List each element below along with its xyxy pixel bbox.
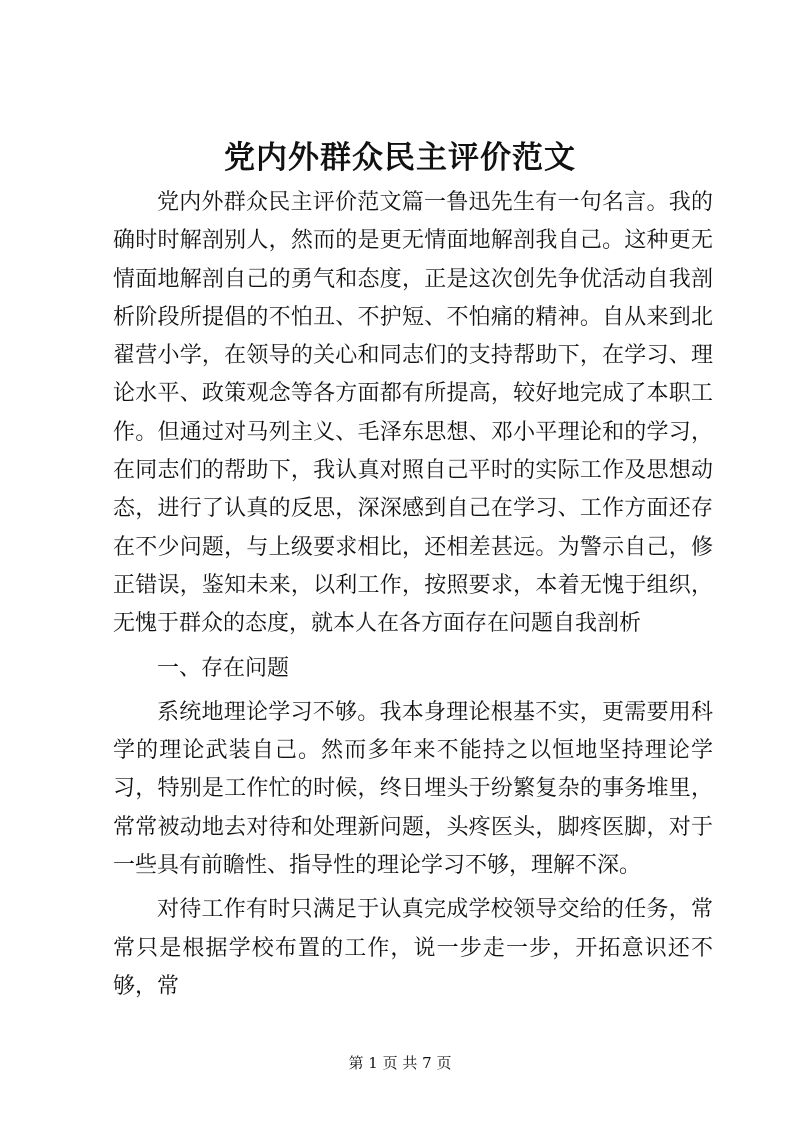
section-heading-problems: 一、存在问题 — [157, 655, 290, 681]
document-body — [113, 184, 713, 1006]
page-number-footer: 第 1 页 共 7 页 — [348, 1054, 452, 1072]
paragraph-work-attitude: 对待工作有时只满足于认真完成学校领导交给的任务，常常只是根据学校布置的工作，说一步走一步，开拓意识还不够，常 — [113, 897, 713, 999]
document-title: 党内外群众民主评价范文 — [224, 140, 576, 176]
paragraph-intro: 党内外群众民主评价范文篇一鲁迅先生有一句名言。我的确时时解剖别人，然而的是更无情面地解剖我自己。这种更无情面地解剖自己的勇气和态度，正是这次创先争优活动自我剖析阶段所提倡的不怕丑、不护短、不怕痛的精神。自从来到北翟营小学，在领导的关心和同志们的支持帮助下，在学习、理论水平、政策观念等各方面都有所提高，较好地完成了本职工作。但通过对马列主义、毛泽东思想、邓小平理论和的学习，在同志们的帮助下，我认真对照自己平时的实际工作及思想动态，进行了认真的反思，深深感到自己在学习、工作方面还存在不少问题，与上级要求相比，还相差甚远。为警示自己，修正错误，鉴知未来，以利工作，按照要求，本着无愧于组织，无愧于群众的态度，就本人在各方面存在问题自我剖析 — [113, 190, 713, 637]
paragraph-theory-study: 系统地理论学习不够。我本身理论根基不实，更需要用科学的理论武装自己。然而多年来不能持之以恒地坚持理论学习，特别是工作忙的时候，终日埋头于纷繁复杂的事务堆里，常常被动地去对待和处理新问题，头疼医头，脚疼医脚，对于一些具有前瞻性、指导性的理论学习不够，理解不深。 — [113, 699, 713, 879]
